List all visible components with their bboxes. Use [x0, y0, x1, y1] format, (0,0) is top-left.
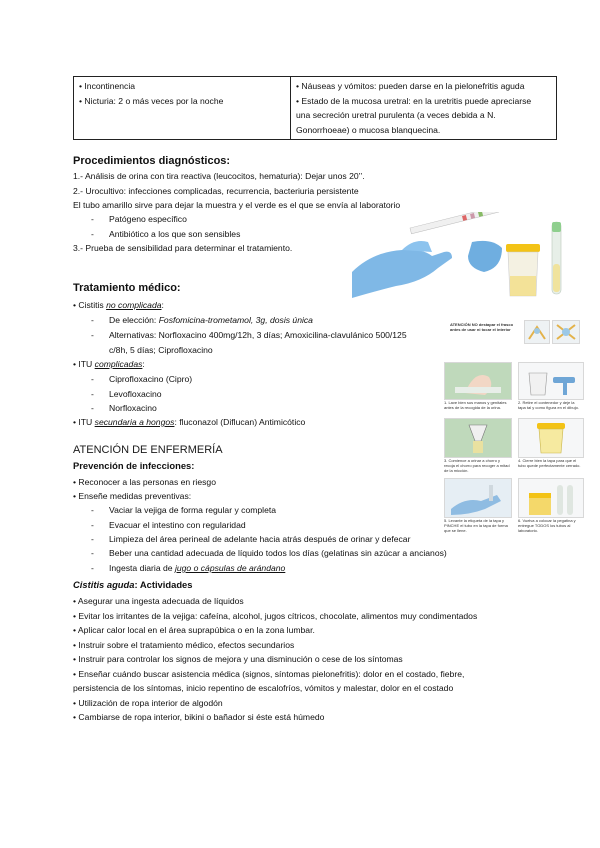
step-6-image — [518, 478, 584, 518]
list-item: - Alternativas: Norfloxacino 400mg/12h, 3 días; Amoxicilina-clavulánico 500/125 — [91, 330, 407, 340]
section-title-enfermeria: ATENCIÓN DE ENFERMERÍA — [73, 444, 223, 456]
list-item: • Reconocer a las personas en riesgo — [73, 477, 216, 487]
list-item: • Enseñe medidas preventivas: — [73, 491, 192, 501]
table-line: • Incontinencia — [79, 81, 136, 91]
list-item: - Beber una cantidad adecuada de líquido todos los días (gelatinas sin azúcar a ancianos) — [91, 548, 447, 558]
step-5-image — [444, 478, 512, 518]
step-4-caption: 4. Cierre bien la tapa para que el tubo quede perfectamente cerrado. — [518, 458, 581, 468]
symptom-cell-left — [74, 77, 291, 140]
subsection-title-prevencion: Prevención de infecciones: — [73, 460, 195, 471]
step-1-caption: 1. Lave bien sus manos y genitales antes de la recogida de la orina. — [444, 400, 507, 410]
list-item: • Aplicar calor local en el área suprapúbica o en la zona lumbar. — [73, 625, 315, 635]
list-item: - Norfloxacino — [91, 403, 157, 413]
list-item: - Antibiótico a los que son sensibles — [91, 229, 241, 239]
list-item: • ITU secundaria a hongos: fluconazol (Diflucan) Antimicótico — [73, 417, 306, 427]
section-title-tratamiento: Tratamiento médico: — [73, 282, 181, 294]
list-item: • Cistitis no complicada: — [73, 300, 164, 310]
list-item: - Ciprofloxacino (Cipro) — [91, 374, 193, 384]
text-line: persistencia de los síntomas, inicio repentino de escalofríos, vómitos y malestar, dolor en el costado — [73, 683, 454, 693]
table-line: Gonorrhoeae) o mucosa blanquecina. — [296, 124, 441, 135]
list-item: - Levofloxacino — [91, 389, 162, 399]
text-line: El tubo amarillo sirve para dejar la muestra y el verde es el que se envía al laboratorio — [73, 200, 401, 210]
symptom-cell-right — [291, 77, 557, 140]
figure-header: ATENCIÓN NO destapar el frasco antes de usar ni tocar el interior — [450, 322, 514, 332]
symptom-table — [73, 76, 557, 140]
table-line: • Estado de la mucosa uretral: en la uretritis puede apreciarse — [296, 95, 532, 106]
container-lid — [506, 244, 540, 252]
step-3-image — [444, 418, 512, 458]
list-item: • Enseñar cuándo buscar asistencia médica (signos, síntomas pielonefritis): dolor en el costado, fiebre, — [73, 669, 465, 679]
step-4-image — [518, 418, 584, 458]
list-item: - Evacuar el intestino con regularidad — [91, 520, 246, 530]
step-2-image — [518, 362, 584, 400]
list-item: - De elección: Fosfomicina-trometamol, 3g, dosis única — [91, 315, 313, 325]
table-line: una secreción uretral purulenta (a veces debida a N. — [296, 110, 496, 121]
list-item: - Limpieza del área perineal de adelante hacia atrás después de orinar y defecar — [91, 534, 411, 544]
text-line: c/8h, 5 días; Ciprofloxacino — [109, 345, 213, 355]
step-3-caption: 3. Comience a orinar a chorro y recoja el chorro para recoger a mitad de la micción. — [444, 458, 510, 473]
list-item: • Utilización de ropa interior de algodón — [73, 698, 223, 708]
table-line: • Náuseas y vómitos: pueden darse en la pielonefritis aguda — [296, 81, 525, 91]
text-line: 2.- Urocultivo: infecciones complicadas, recurrencia, bacteriuria persistente — [73, 186, 359, 196]
list-item: • Asegurar una ingesta adecuada de líquidos — [73, 596, 244, 606]
urine-test-photo — [352, 212, 584, 304]
list-item: • ITU complicadas: — [73, 359, 145, 369]
text-line: 1.- Análisis de orina con tira reactiva (leucocitos, hematuria): Dejar unos 20’’. — [73, 171, 365, 181]
list-item: - Vaciar la vejiga de forma regular y completa — [91, 505, 277, 515]
section-title-diagnosticos: Procedimientos diagnósticos: — [73, 155, 231, 167]
step-5-caption: 5. Levante la etiqueta de la tapa y PINCHE el tubo en la tapa de forma que se llene. — [444, 518, 508, 533]
list-item: - Ingesta diaria de jugo o cápsulas de arándano — [91, 563, 286, 573]
list-item: • Instruir sobre el tratamiento médico, efectos secundarios — [73, 640, 295, 650]
list-item: - Patógeno específico — [91, 214, 187, 224]
text-line: 3.- Prueba de sensibilidad para determinar el tratamiento. — [73, 243, 293, 253]
collection-steps-figure — [444, 318, 584, 548]
list-item: • Instruir para controlar los signos de mejora y una disminución o cese de los síntomas — [73, 654, 403, 664]
figure-small-panel — [552, 320, 580, 344]
list-item: • Evitar los irritantes de la vejiga: cafeína, alcohol, jugos cítricos, chocolate, alimentos muy condimentados — [73, 611, 478, 621]
step-2-caption: 2. Retire el contenedor y deje la tapa tal y como figura en el dibujo. — [518, 400, 579, 410]
step-1-image — [444, 362, 512, 400]
table-line: • Nicturia: 2 o más veces por la noche — [79, 95, 224, 106]
figure-small-panel — [524, 320, 550, 344]
subsection-title-cistitis: Cistitis aguda: Actividades — [73, 579, 193, 590]
step-6-caption: 6. Vuelva a colocar la pegatina y entregue TODOS los tubos al laboratorio. — [518, 518, 576, 533]
list-item: • Cambiarse de ropa interior, bikini o bañador si éste está húmedo — [73, 712, 325, 722]
